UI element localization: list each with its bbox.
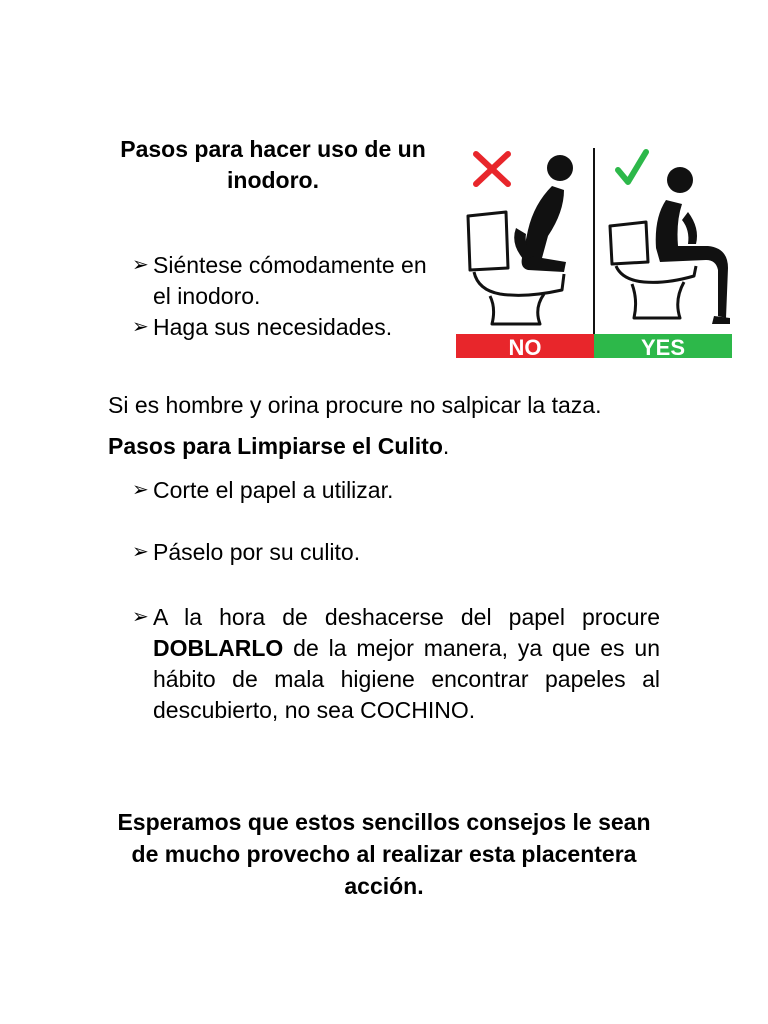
step-text-emphasis: DOBLARLO <box>153 635 284 661</box>
step-text-start: A la hora de deshacerse del papel procure <box>153 604 660 630</box>
no-label: NO <box>508 335 542 358</box>
closing-message: Esperamos que estos sencillos consejos le sean de mucho provecho al realizar esta placentera acción. <box>117 809 651 899</box>
squatting-person-icon <box>514 155 573 272</box>
urination-note: Si es hombre y orina procure no salpicar la taza. <box>108 392 602 418</box>
arrow-bullet-icon: ➢ <box>132 254 149 276</box>
cleaning-heading <box>108 431 449 462</box>
toilet-posture-illustration <box>456 148 732 358</box>
step-text: Corte el papel a utilizar. <box>153 477 394 503</box>
step-text: Páselo por su culito. <box>153 539 361 565</box>
arrow-bullet-icon: ➢ <box>132 541 149 563</box>
cleaning-heading-text: Pasos para Limpiarse el Culito <box>108 433 443 459</box>
cleaning-step-1 <box>108 475 660 506</box>
list-item <box>108 312 428 343</box>
list-item <box>108 250 428 312</box>
seated-person-icon <box>656 167 730 324</box>
step-text-end: de la mejor manera, ya que es un hábito de mala higiene encontrar papeles al descubierto, no sea COCHINO. <box>153 635 660 723</box>
arrow-bullet-icon: ➢ <box>132 479 149 501</box>
cleaning-heading-period: . <box>442 433 450 459</box>
check-icon <box>618 152 646 182</box>
arrow-bullet-icon: ➢ <box>132 606 149 628</box>
step-text: Siéntese cómodamente en el inodoro. <box>153 252 427 309</box>
arrow-bullet-icon: ➢ <box>132 316 149 338</box>
cleaning-step-2 <box>108 537 660 568</box>
cross-icon <box>476 154 508 184</box>
list-item <box>108 475 660 506</box>
usage-steps-list <box>108 250 428 343</box>
list-item <box>108 602 660 726</box>
cleaning-step-3 <box>108 602 660 726</box>
yes-label: YES <box>640 335 686 358</box>
step-text: Haga sus necesidades. <box>153 314 393 340</box>
list-item <box>108 537 660 568</box>
toilet-icon <box>610 222 696 318</box>
page-title: Pasos para hacer uso de un inodoro. <box>120 136 426 193</box>
